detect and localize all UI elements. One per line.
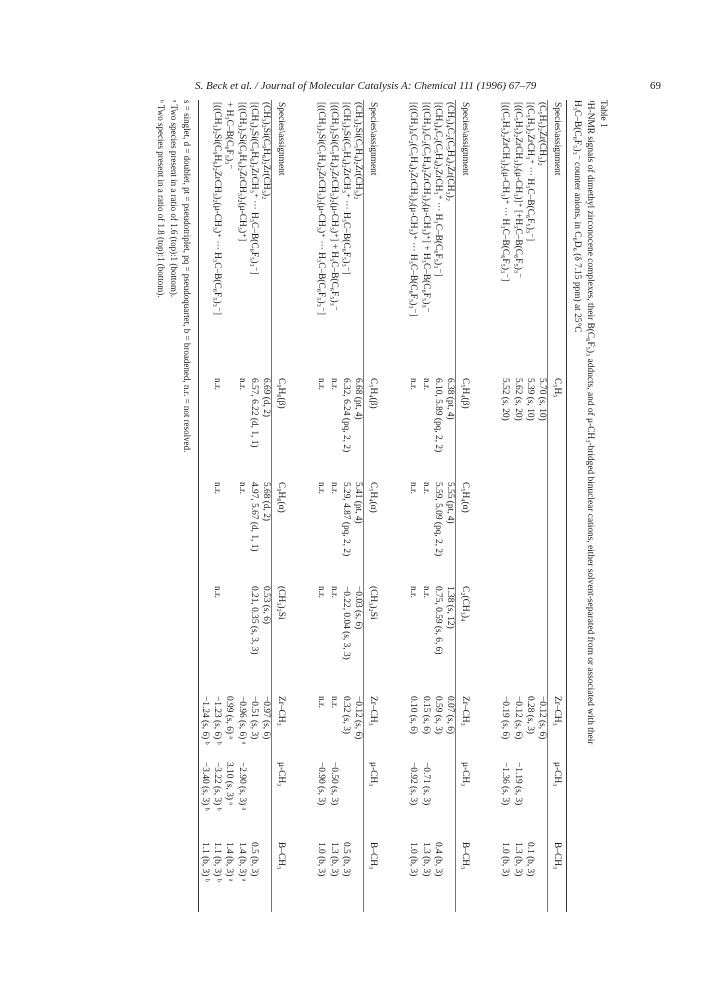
shift-cell: 5.29, 4.87 (pq, 2, 2)	[340, 482, 351, 557]
page-number: 69	[650, 80, 661, 92]
shift-cell: 6.69 (d, 2)	[261, 378, 271, 418]
table-caption-line: ¹H-NMR signals of dimethyl zirconocene complexes, their B(C₆F₅)₃ adducts, and of μ-CH₃-bridged binuclear cations, either solvent-separated from or associated with their	[585, 100, 595, 745]
shift-cell: 0.32 (s, 3)	[340, 696, 351, 735]
shift-cell: 0.07 (s, 6)	[445, 696, 455, 735]
shift-cell	[536, 760, 548, 840]
shift-cell: n.r.	[316, 586, 327, 598]
shift-cell: 0.59 (s, 3)	[432, 696, 443, 735]
shift-cell: n.r.	[316, 696, 327, 708]
shift-cell: 0.99 (s, 6) ᵃ	[224, 696, 235, 739]
shift-cell: 1.4 (b, 3) ᵃ	[236, 842, 247, 882]
shift-cell: n.r.	[328, 378, 339, 390]
shift-cell: −0.50 (s, 3)	[328, 762, 339, 806]
shift-cell	[524, 760, 536, 840]
shift-cell	[524, 584, 536, 694]
species-cell: [((CH₃)₄C₂(C₅H₄)₂ZrCH₃)₂(μ-CH₃)⁺ ··· H₃C–B(C₆F₅)₃⁻]	[408, 102, 419, 317]
nmr-table-section	[199, 100, 287, 912]
shift-cell	[536, 840, 548, 912]
column-header: Zr–CH₃	[368, 696, 378, 726]
column-header: (CH₃)₂Si	[276, 586, 286, 620]
shift-cell: 1.38 (s, 12)	[445, 586, 455, 629]
species-cell: (CH₃)₂Si(C₉H₆)₂Zr(CH₃)₂	[261, 102, 271, 200]
shift-cell	[536, 480, 548, 584]
species-cell: [(CH₃)₄C₂(C₅H₄)₂ZrCH₃⁺ ··· H₃C–B(C₆F₅)₃⁻]	[432, 102, 443, 277]
table-row	[407, 100, 419, 912]
species-cell: (CH₃)₄C₂(C₅H₄)₂Zr(CH₃)₂	[445, 102, 455, 202]
species-cell: [((CH₃)₂Si(C₉H₆)₂ZrCH₃)₂(μ-CH₃)⁺ ··· H₃C–B(C₆F₅)₃⁻]	[212, 102, 223, 315]
shift-cell: 5.52 (s, 20)	[500, 378, 511, 421]
shift-cell: n.r.	[212, 378, 223, 390]
table-header-row	[272, 100, 287, 912]
column-header: C₅H₄(β)	[460, 378, 470, 409]
shift-cell	[524, 480, 536, 584]
shift-cell: n.r.	[420, 482, 431, 494]
shift-cell: 4.97, 5.67 (d, 1, 1)	[248, 482, 259, 552]
shift-cell	[223, 584, 235, 694]
shift-cell	[352, 760, 364, 840]
table-row	[419, 100, 431, 912]
shift-cell	[511, 480, 523, 584]
shift-cell	[432, 760, 444, 840]
table-footnote: s = singlet, d = doublet, pt = pseudotriplet, pq = pseudoquartet, b = broadened, n.r. = not resolved.	[182, 100, 192, 453]
table-row	[352, 100, 364, 912]
table-header-row	[548, 100, 563, 912]
table-header-row	[364, 100, 379, 912]
shift-cell: −0.19 (s, 6)	[500, 696, 511, 740]
column-header: C₅H₄(β)	[368, 378, 378, 409]
nmr-table-section	[315, 100, 379, 912]
shift-cell: 6.38 (pt, 4)	[445, 378, 455, 420]
shift-cell	[260, 840, 272, 912]
column-header: B–CH₃	[460, 842, 470, 870]
shift-cell: n.r.	[212, 586, 223, 598]
species-cell: [((CH₃)₂Si(C₅H₄)₂ZrCH₃)₂(μ-CH₃)⁺] + H₃C–B(C₆F₅)₃⁻	[328, 102, 339, 311]
shift-cell: 1.4 (b, 3) ᵃ	[224, 842, 235, 882]
column-header: μ-CH₃	[552, 762, 562, 787]
shift-cell: 0.15 (s, 6)	[420, 696, 431, 735]
shift-cell: n.r.	[408, 586, 419, 598]
shift-cell: n.r.	[420, 586, 431, 598]
shift-cell: n.r.	[212, 482, 223, 494]
column-header: Species\assignment	[552, 102, 562, 176]
shift-cell: 5.39 (s, 10)	[524, 378, 535, 421]
shift-cell: 6.68 (pt, 4)	[353, 378, 363, 420]
shift-cell: 5.59, 5.09 (pq, 2, 2)	[432, 482, 443, 557]
table-row	[536, 100, 548, 912]
shift-cell: −1.24 (s, 6) ᵇ	[199, 696, 210, 745]
shift-cell: 0.21, 0.35 (s, 3, 3)	[248, 586, 259, 655]
column-header: C₅H₄(α)	[460, 482, 470, 513]
shift-cell: n.r.	[236, 482, 247, 494]
shift-cell: 5.70 (s, 10)	[537, 378, 547, 421]
shift-cell: 1.0 (b, 3)	[408, 842, 419, 877]
table-header-row	[456, 100, 471, 912]
table-row	[499, 100, 511, 912]
shift-cell	[511, 584, 523, 694]
column-header: C₂(CH₃)₄	[460, 586, 470, 622]
species-cell: [((C₅H₅)₂ZrCH₃)₂(μ-CH₃)⁺ ··· H₃C–B(C₆F₅)₃⁻]	[500, 102, 511, 282]
species-cell: [(CH₃)₂Si(C₉H₆)₂ZrCH₃⁺ ··· H₃C–B(C₆F₅)₃⁻]	[248, 102, 259, 275]
shift-cell: 1.0 (b, 3)	[316, 842, 327, 877]
shift-cell: 0.5 (b, 3)	[248, 842, 259, 877]
table-caption-line: H₃C–B(C₆F₅)₃⁻ counter anions, in C₆D₆ (δ 7.15 ppm) at 25°C	[572, 100, 582, 333]
column-header: Zr–CH₃	[460, 696, 470, 726]
table-footnote: ᵇ Two species present in a ratio of 1.8 (top):1 (bottom).	[156, 100, 166, 298]
table-top-rule	[566, 100, 567, 912]
shift-cell: −0.71 (s, 3)	[420, 762, 431, 806]
table-row	[444, 100, 456, 912]
column-header: μ-CH₃	[460, 762, 470, 787]
shift-cell: n.r.	[236, 378, 247, 390]
shift-cell: −0.97 (s, 6)	[261, 696, 271, 740]
shift-cell: 1.1 (b, 3) ᵇ	[199, 842, 210, 882]
table-row	[315, 100, 327, 912]
table-row	[327, 100, 339, 912]
shift-cell	[444, 840, 456, 912]
shift-cell: 1.3 (b, 3)	[328, 842, 339, 877]
shift-cell	[223, 376, 235, 480]
species-cell: [(C₅H₅)₂ZrCH₃⁺ ··· H₃C–B(C₆F₅)₃⁻]	[524, 102, 535, 242]
shift-cell: 5.62 (s, 20)	[512, 378, 523, 421]
column-header: C₅H₄(α)	[368, 482, 378, 513]
shift-cell: 6.32, 6.24 (pq, 2, 2)	[340, 378, 351, 453]
column-header: Zr–CH₃	[552, 696, 562, 726]
shift-cell	[444, 760, 456, 840]
shift-cell: −0.12 (s, 6)	[353, 696, 363, 740]
species-cell: [(CH₃)₂Si(C₅H₄)₂ZrCH₃⁺ ··· H₃C–B(C₆F₅)₃⁻]	[340, 102, 351, 275]
shift-cell: n.r.	[420, 378, 431, 390]
shift-cell	[248, 760, 260, 840]
running-head: S. Beck et al. / Journal of Molecular Catalysis A: Chemical 111 (1996) 67–79	[195, 80, 537, 92]
shift-cell: 6.10, 5.89 (pq, 2, 2)	[432, 378, 443, 453]
shift-cell: 0.4 (b, 3)	[432, 842, 443, 877]
shift-cell: n.r.	[328, 586, 339, 598]
shift-cell	[536, 584, 548, 694]
table-row	[511, 100, 523, 912]
shift-cell: −0.90 (s, 3)	[316, 762, 327, 806]
shift-cell: n.r.	[328, 696, 339, 708]
table-row	[235, 100, 247, 912]
nmr-table-section	[407, 100, 471, 912]
rotated-table-block	[135, 100, 615, 912]
shift-cell: 0.10 (s, 6)	[408, 696, 419, 735]
shift-cell: 1.3 (b, 3)	[512, 842, 523, 877]
species-cell: [((CH₃)₂Si(C₉H₆)₂ZrCH₃)₂(μ-CH₃)⁺]	[236, 102, 247, 242]
species-cell: (C₅H₅)₂Zr(CH₃)₂	[537, 102, 547, 166]
species-cell: (CH₃)₂Si(C₅H₄)₂Zr(CH₃)₂	[353, 102, 363, 200]
shift-cell	[352, 840, 364, 912]
column-header: Species\assignment	[368, 102, 378, 176]
column-header: Species\assignment	[276, 102, 286, 176]
table-row	[340, 100, 352, 912]
column-header: B–CH₃	[276, 842, 286, 870]
table-bottom-rule	[198, 100, 199, 912]
shift-cell: 0.1 (b, 3)	[524, 842, 535, 877]
nmr-table-section	[499, 100, 563, 912]
shift-cell	[499, 584, 511, 694]
shift-cell: −0.92 (s, 3)	[408, 762, 419, 806]
shift-cell: 5.68 (d, 2)	[261, 482, 271, 522]
species-cell: + H₃C–B(C₆F₅)₃⁻	[224, 102, 235, 170]
shift-cell: 1.0 (b, 3)	[500, 842, 511, 877]
shift-cell	[223, 480, 235, 584]
shift-cell: 5.55 (pt, 4)	[445, 482, 455, 524]
table-row	[248, 100, 260, 912]
shift-cell: 3.10 (s, 3) ᵃ	[224, 762, 235, 805]
shift-cell: n.r.	[408, 378, 419, 390]
shift-cell: 5.41 (pt, 4)	[353, 482, 363, 524]
shift-cell: −0.03 (s, 6)	[353, 586, 363, 630]
column-header: B–CH₃	[552, 842, 562, 870]
shift-cell: −0.12 (s, 6)	[537, 696, 547, 740]
shift-cell: 1.3 (b, 3)	[420, 842, 431, 877]
shift-cell: 0.5 (b, 3)	[340, 842, 351, 877]
shift-cell: n.r.	[408, 482, 419, 494]
shift-cell: 0.53 (s, 6)	[261, 586, 271, 625]
shift-cell: 6.57, 6.22 (d, 1, 1)	[248, 378, 259, 448]
table-row	[199, 100, 211, 912]
shift-cell	[199, 376, 211, 480]
shift-cell: −3.40 (s, 3) ᵇ	[199, 762, 210, 811]
shift-cell	[199, 480, 211, 584]
column-header: Zr–CH₃	[276, 696, 286, 726]
shift-cell: −1.36 (s, 3)	[500, 762, 511, 806]
table-row	[524, 100, 536, 912]
shift-cell	[340, 760, 352, 840]
shift-cell: −3.22 (s, 3) ᵇ	[212, 762, 223, 811]
shift-cell	[235, 584, 247, 694]
column-header: (CH₃)₂Si	[368, 586, 378, 620]
shift-cell: −1.23 (s, 6) ᵇ	[212, 696, 223, 745]
table-row	[432, 100, 444, 912]
shift-cell: 0.75, 0.59 (s, 6, 6)	[432, 586, 443, 655]
column-header: C₅H₅	[552, 378, 562, 398]
column-header: C₉H₆(α)	[276, 482, 286, 513]
species-cell: [((CH₃)₂Si(C₅H₄)₂ZrCH₃)₂(μ-CH₃)⁺ ··· H₃C–B(C₆F₅)₃⁻]	[316, 102, 327, 315]
column-header	[548, 584, 563, 694]
shift-cell: −0.22, 0.04 (s, 3, 3)	[340, 586, 351, 660]
shift-cell: −0.12 (s, 6)	[512, 696, 523, 740]
table-footnote: ᵃ Two species present in a ratio of 1.6 (top):1 (bottom).	[169, 100, 179, 298]
shift-cell: n.r.	[328, 482, 339, 494]
shift-cell: −2.90 (s, 3) ᵃ	[236, 762, 247, 811]
column-header	[548, 480, 563, 584]
shift-cell	[260, 760, 272, 840]
column-header: Species\assignment	[460, 102, 470, 176]
shift-cell: −0.51 (s, 3)	[248, 696, 259, 740]
species-cell	[199, 100, 211, 376]
shift-cell: 1.1 (b, 3) ᵇ	[212, 842, 223, 882]
shift-cell: n.r.	[316, 482, 327, 494]
shift-cell: −0.96 (s, 6) ᵃ	[236, 696, 247, 745]
table-row	[211, 100, 223, 912]
species-cell: [((C₅H₅)₂ZrCH₃)₂(μ-CH₃)]⁺ [+H₃C–B(C₆F₅)₃⁻	[512, 102, 523, 279]
shift-cell	[199, 584, 211, 694]
shift-cell: −1.19 (s, 3)	[512, 762, 523, 806]
shift-cell: 0.28 (s, 3)	[524, 696, 535, 735]
table-label: Table 1	[598, 100, 608, 128]
shift-cell: n.r.	[316, 378, 327, 390]
species-cell: [((CH₃)₄C₂(C₅H₄)₂ZrCH₃)₂(μ-CH₃)⁺] + H₃C–B(C₆F₅)₃⁻	[420, 102, 431, 313]
shift-cell	[499, 480, 511, 584]
column-header: B–CH₃	[368, 842, 378, 870]
table-row	[260, 100, 272, 912]
table-row	[223, 100, 235, 912]
column-header: μ-CH₃	[368, 762, 378, 787]
column-header: C₉H₆(β)	[276, 378, 286, 409]
column-header: μ-CH₃	[276, 762, 286, 787]
